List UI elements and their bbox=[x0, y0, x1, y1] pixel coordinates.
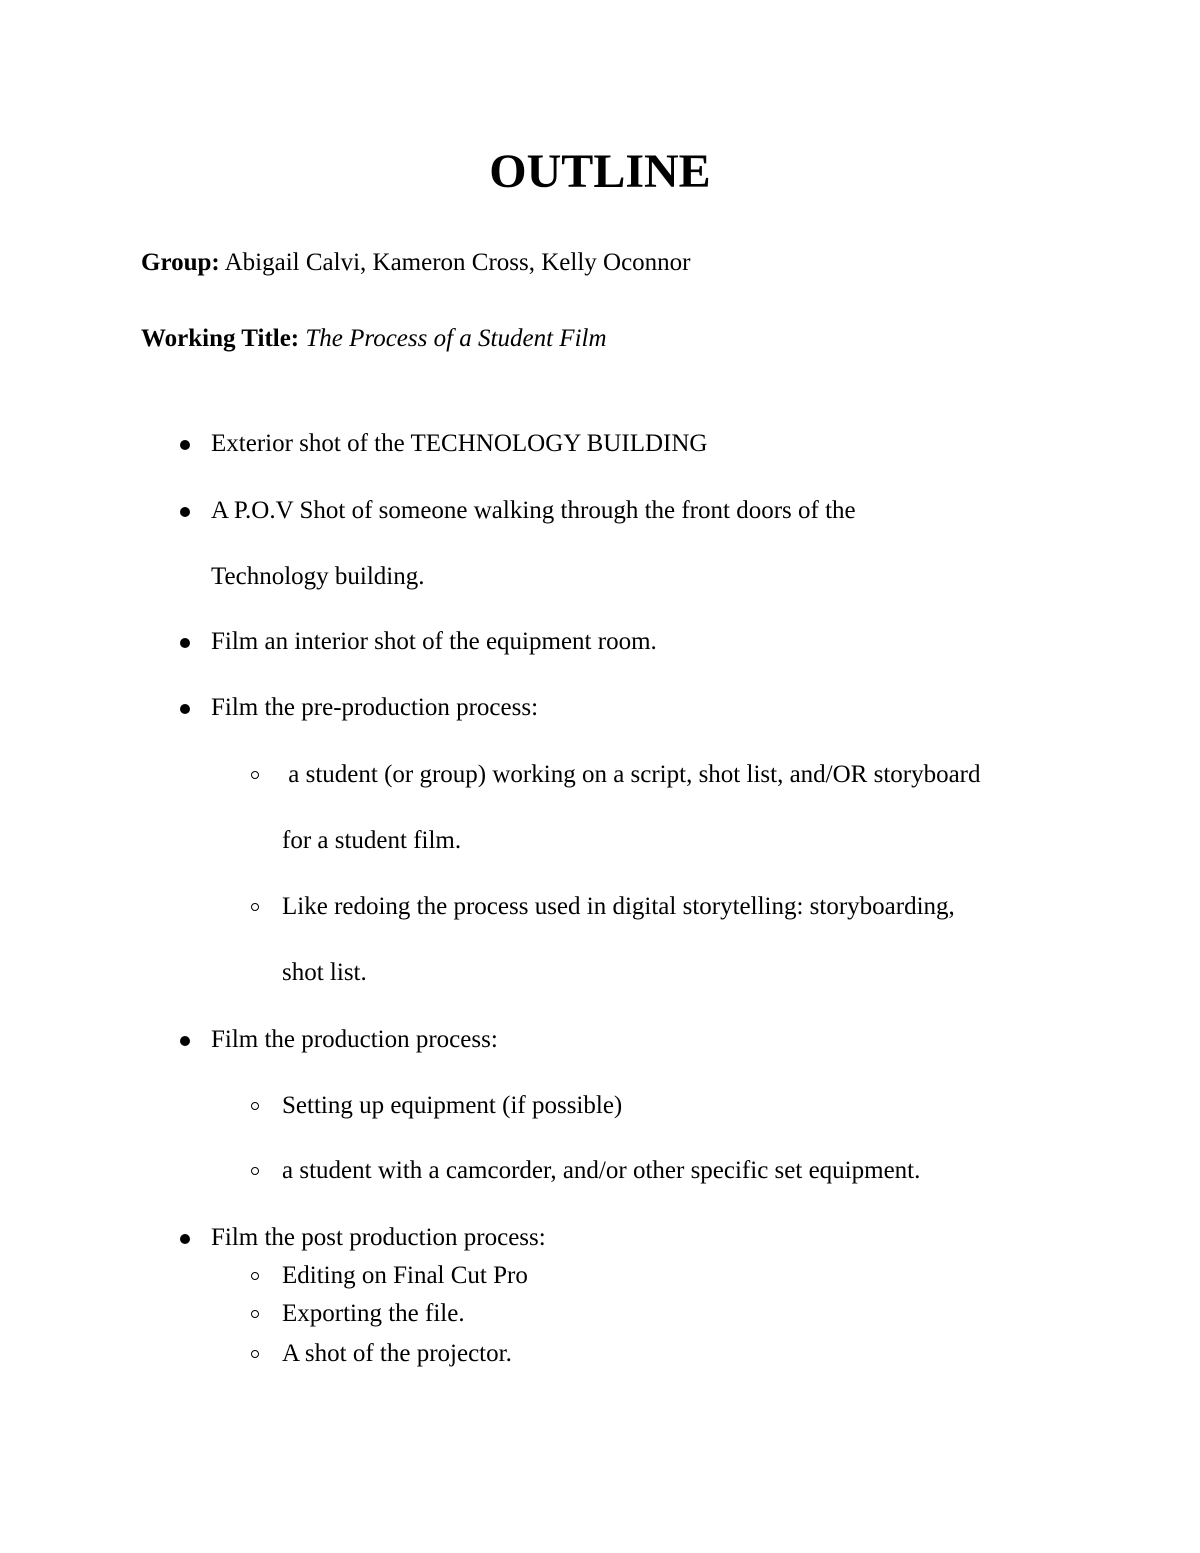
hollow-bullet-icon bbox=[251, 1272, 259, 1280]
hollow-bullet-icon bbox=[251, 1310, 259, 1318]
bullet-icon bbox=[180, 1036, 190, 1046]
hollow-bullet-icon bbox=[251, 1102, 259, 1110]
list-item: Exterior shot of the TECHNOLOGY BUILDING bbox=[211, 430, 708, 457]
bullet-icon bbox=[180, 507, 190, 517]
working-title-value: The Process of a Student Film bbox=[305, 325, 607, 352]
group-members: Abigail Calvi, Kameron Cross, Kelly Oconnor bbox=[224, 249, 691, 276]
hollow-bullet-icon bbox=[251, 1167, 259, 1175]
sub-list-item: Setting up equipment (if possible) bbox=[282, 1092, 623, 1119]
page-title: OUTLINE bbox=[489, 145, 711, 198]
sub-list-item-continuation: shot list. bbox=[282, 959, 367, 986]
sub-list-item: a student (or group) working on a script, shot list, and/OR storyboard bbox=[282, 761, 981, 788]
working-title-line bbox=[141, 322, 607, 356]
list-item: Film the production process: bbox=[211, 1026, 498, 1053]
group-line bbox=[141, 246, 691, 280]
hollow-bullet-icon bbox=[251, 771, 259, 779]
sub-list-item: A shot of the projector. bbox=[282, 1340, 512, 1367]
sub-list-item: Editing on Final Cut Pro bbox=[282, 1262, 528, 1289]
sub-list-item: a student with a camcorder, and/or other specific set equipment. bbox=[282, 1157, 921, 1184]
bullet-icon bbox=[180, 704, 190, 714]
group-label: Group: bbox=[141, 249, 220, 276]
list-item: Film the pre-production process: bbox=[211, 694, 539, 721]
hollow-bullet-icon bbox=[251, 903, 259, 911]
bullet-icon bbox=[180, 440, 190, 450]
list-item: Film the post production process: bbox=[211, 1224, 546, 1251]
list-item: A P.O.V Shot of someone walking through the front doors of the bbox=[211, 497, 856, 524]
sub-list-item: Like redoing the process used in digital storytelling: storyboarding, bbox=[282, 893, 955, 920]
sub-list-item-continuation: for a student film. bbox=[282, 827, 462, 854]
hollow-bullet-icon bbox=[251, 1350, 259, 1358]
bullet-icon bbox=[180, 1234, 190, 1244]
list-item-continuation: Technology building. bbox=[211, 563, 425, 590]
working-title-label: Working Title: bbox=[141, 325, 300, 352]
bullet-icon bbox=[180, 638, 190, 648]
sub-list-item: Exporting the file. bbox=[282, 1300, 465, 1327]
list-item: Film an interior shot of the equipment room. bbox=[211, 628, 657, 655]
